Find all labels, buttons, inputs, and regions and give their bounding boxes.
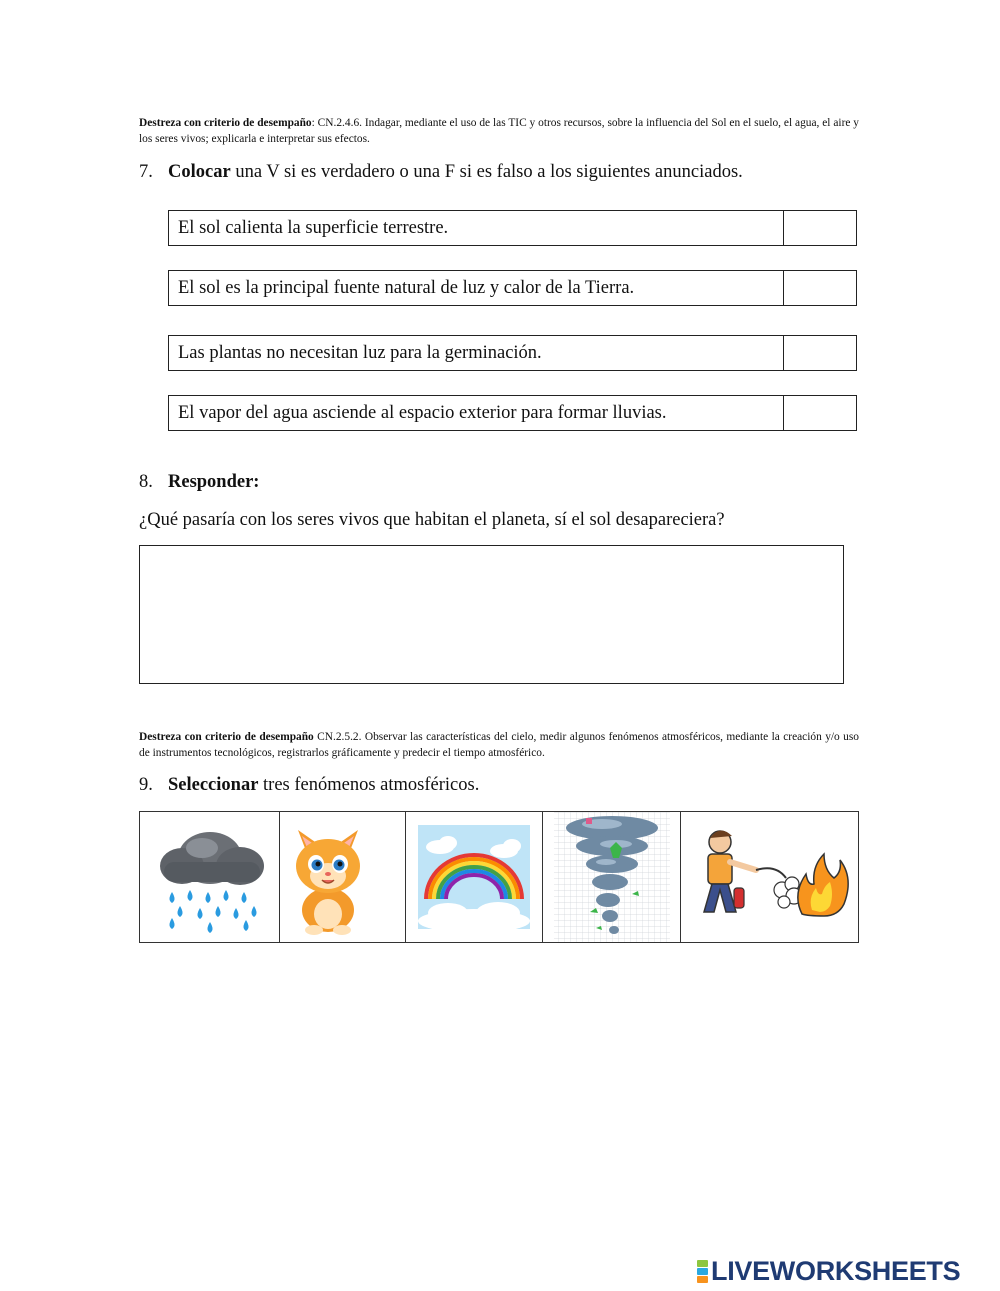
option-fire-extinguishing[interactable] bbox=[681, 812, 858, 942]
tf-statement: Las plantas no necesitan luz para la germinación. bbox=[169, 336, 784, 370]
question-8-prompt: ¿Qué pasaría con los seres vivos que habitan el planeta, sí el sol desapareciera? bbox=[139, 510, 725, 530]
option-kitten[interactable] bbox=[280, 812, 406, 942]
rain-cloud-icon bbox=[150, 818, 270, 936]
tf-row-2 bbox=[168, 270, 857, 306]
tf-statement: El sol es la principal fuente natural de luz y calor de la Tierra. bbox=[169, 271, 784, 305]
question-number: 9. bbox=[139, 775, 153, 795]
question-text: tres fenómenos atmosféricos. bbox=[258, 775, 480, 795]
skill-label: Destreza con criterio de desempaño bbox=[139, 117, 312, 129]
skill-label: Destreza con criterio de desempaño bbox=[139, 731, 314, 743]
question-text: una V si es verdadero o una F si es falso a los siguientes anunciados. bbox=[230, 162, 743, 182]
image-options-row bbox=[139, 811, 859, 943]
tf-answer-box[interactable] bbox=[784, 271, 856, 305]
tf-statement: El sol calienta la superficie terrestre. bbox=[169, 211, 784, 245]
question-9-heading bbox=[139, 773, 479, 797]
question-8-heading bbox=[139, 470, 259, 494]
tf-statement: El vapor del agua asciende al espacio exterior para formar lluvias. bbox=[169, 396, 784, 430]
question-verb: Colocar bbox=[168, 162, 231, 182]
question-verb: Responder: bbox=[168, 472, 260, 492]
tf-answer-box[interactable] bbox=[784, 211, 856, 245]
open-answer-textarea[interactable] bbox=[139, 545, 844, 684]
tf-row-4 bbox=[168, 395, 857, 431]
liveworksheets-logo bbox=[697, 1257, 960, 1285]
tf-row-3 bbox=[168, 335, 857, 371]
option-tornado[interactable] bbox=[543, 812, 681, 942]
skill-criterion-2 bbox=[139, 729, 859, 761]
tornado-icon bbox=[552, 812, 672, 942]
skill-text: CN.2.5.2. Observar las características del cielo, medir algunos fenómenos atmosféricos, mediante la creación y/o uso de instrumentos tecnológicos, registrarlos gráficamente y predecir el tiempo atmosférico. bbox=[139, 731, 859, 759]
rainbow-icon bbox=[418, 825, 530, 929]
tf-answer-box[interactable] bbox=[784, 396, 856, 430]
fire-extinguishing-icon bbox=[690, 818, 850, 936]
logo-mark-icon bbox=[697, 1260, 708, 1283]
tf-row-1 bbox=[168, 210, 857, 246]
question-verb: Seleccionar bbox=[168, 775, 259, 795]
skill-text: : CN.2.4.6. Indagar, mediante el uso de las TIC y otros recursos, sobre la influencia del Sol en el suelo, el agua, el aire y los seres vivos; explicarla e interpretar sus efectos. bbox=[139, 117, 859, 145]
brand-name: LIVEWORKSHEETS bbox=[711, 1255, 961, 1286]
skill-criterion-1 bbox=[139, 115, 859, 147]
tf-answer-box[interactable] bbox=[784, 336, 856, 370]
kitten-icon bbox=[286, 818, 372, 936]
question-number: 7. bbox=[139, 162, 153, 182]
option-rainbow[interactable] bbox=[406, 812, 543, 942]
question-number: 8. bbox=[139, 472, 153, 492]
option-rain-cloud[interactable] bbox=[140, 812, 280, 942]
question-7-heading bbox=[139, 160, 743, 184]
